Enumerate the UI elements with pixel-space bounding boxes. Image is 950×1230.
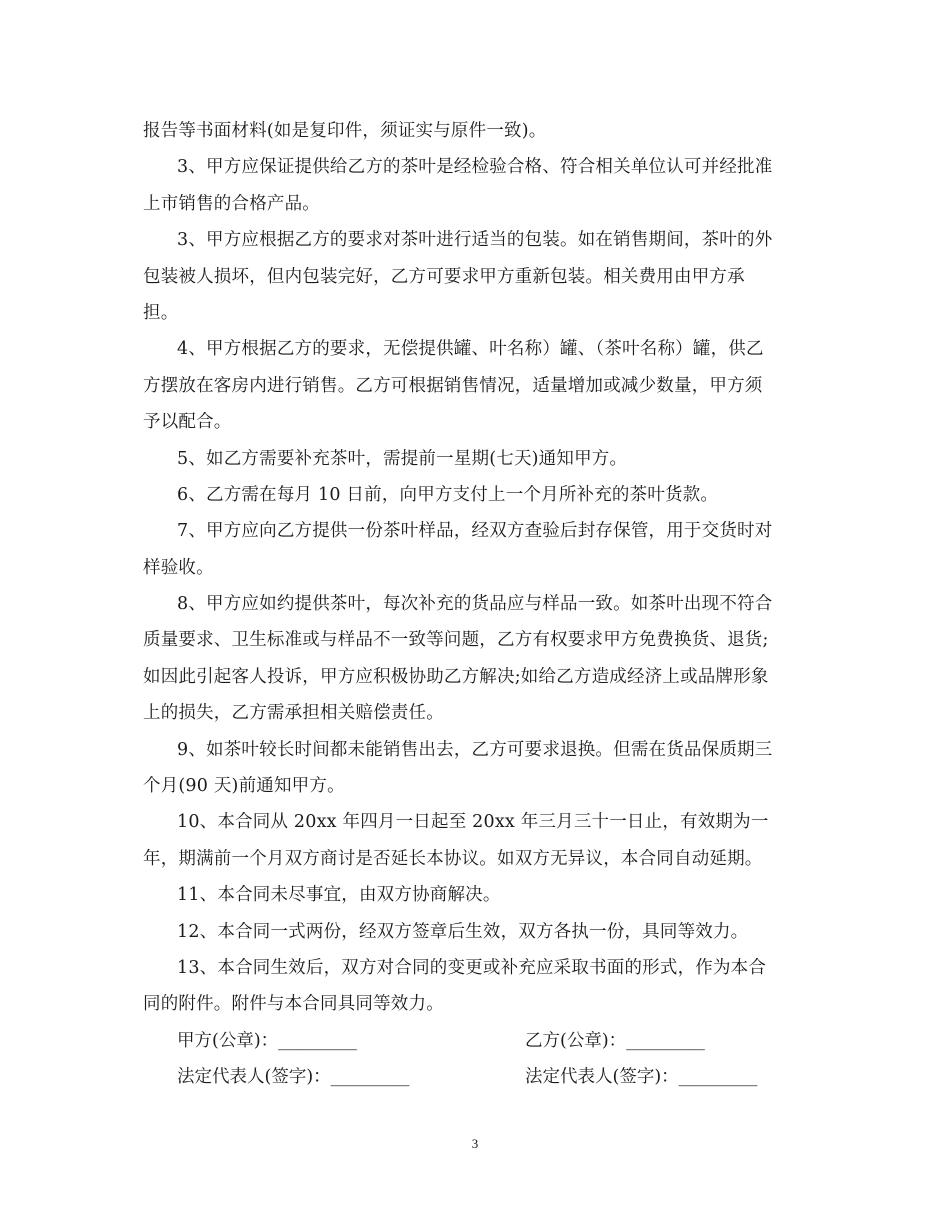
text-line: 同的附件。附件与本合同具同等效力。 — [143, 994, 444, 1015]
seal-row — [143, 1023, 807, 1059]
text-line: 年，期满前一个月双方商讨是否延长本协议。如双方无异议，本合同自动延期。 — [143, 848, 763, 869]
text-line: 上的损失，乙方需承担相关赔偿责任。 — [143, 703, 444, 724]
clause-9: 9、如茶叶较长时间都未能销售出去，乙方可要求退换。但需在货品保质期三 — [177, 739, 773, 760]
representative-row — [143, 1059, 807, 1095]
clause-13: 13、本合同生效后，双方对合同的变更或补充应采取书面的形式，作为本合 — [177, 957, 767, 978]
clause-10: 10、本合同从 20xx 年四月一日起至 20xx 年三月三十一日止，有效期为一 — [177, 812, 769, 833]
clause-3b: 3、甲方应根据乙方的要求对茶叶进行适当的包装。如在销售期间，茶叶的外 — [177, 230, 773, 251]
clause-5: 5、如乙方需要补充茶叶，需提前一星期(七天)通知甲方。 — [177, 448, 628, 469]
party-b-seal-field: 乙方(公章)：_________ — [525, 1030, 705, 1051]
clause-8: 8、甲方应如约提供茶叶，每次补充的货品应与样品一致。如茶叶出现不符合 — [177, 594, 773, 615]
text-line: 方摆放在客房内进行销售。乙方可根据销售情况，适量增加或减少数量，甲方须 — [143, 375, 763, 396]
party-a-seal-field: 甲方(公章)：_________ — [177, 1030, 357, 1051]
text-line: 质量要求、卫生标准或与样品不一致等问题，乙方有权要求甲方免费换货、退货; — [143, 630, 769, 651]
text-line: 样验收。 — [143, 557, 214, 578]
text-line: 上市销售的合格产品。 — [143, 193, 320, 214]
party-a-representative-field: 法定代表人(签字)：_________ — [177, 1067, 410, 1088]
clause-6: 6、乙方需在每月 10 日前，向甲方支付上一个月所补充的茶叶货款。 — [177, 484, 719, 505]
text-line: 个月(90 天)前通知甲方。 — [143, 776, 345, 797]
text-line: 包装被人损坏，但内包装完好，乙方可要求甲方重新包装。相关费用由甲方承 — [143, 266, 745, 287]
text-line: 予以配合。 — [143, 412, 232, 433]
clause-4: 4、甲方根据乙方的要求，无偿提供罐、叶名称）罐、（茶叶名称）罐，供乙 — [177, 339, 764, 360]
clause-12: 12、本合同一式两份，经双方签章后生效，双方各执一份，具同等效力。 — [177, 921, 749, 942]
document-body — [143, 113, 807, 1096]
text-line: 报告等书面材料(如是复印件，须证实与原件一致)。 — [143, 121, 547, 141]
text-line: 担。 — [143, 302, 179, 323]
clause-7: 7、甲方应向乙方提供一份茶叶样品，经双方查验后封存保管，用于交货时对 — [177, 521, 773, 542]
clause-3a: 3、甲方应保证提供给乙方的茶叶是经检验合格、符合相关单位认可并经批准 — [177, 157, 773, 178]
page-number: 3 — [471, 1136, 479, 1151]
text-line: 如因此引起客人投诉，甲方应积极协助乙方解决;如给乙方造成经济上或品牌形象 — [143, 666, 769, 687]
party-b-representative-field: 法定代表人(签字)：_________ — [525, 1067, 758, 1088]
clause-11: 11、本合同未尽事宜，由双方协商解决。 — [177, 885, 501, 906]
